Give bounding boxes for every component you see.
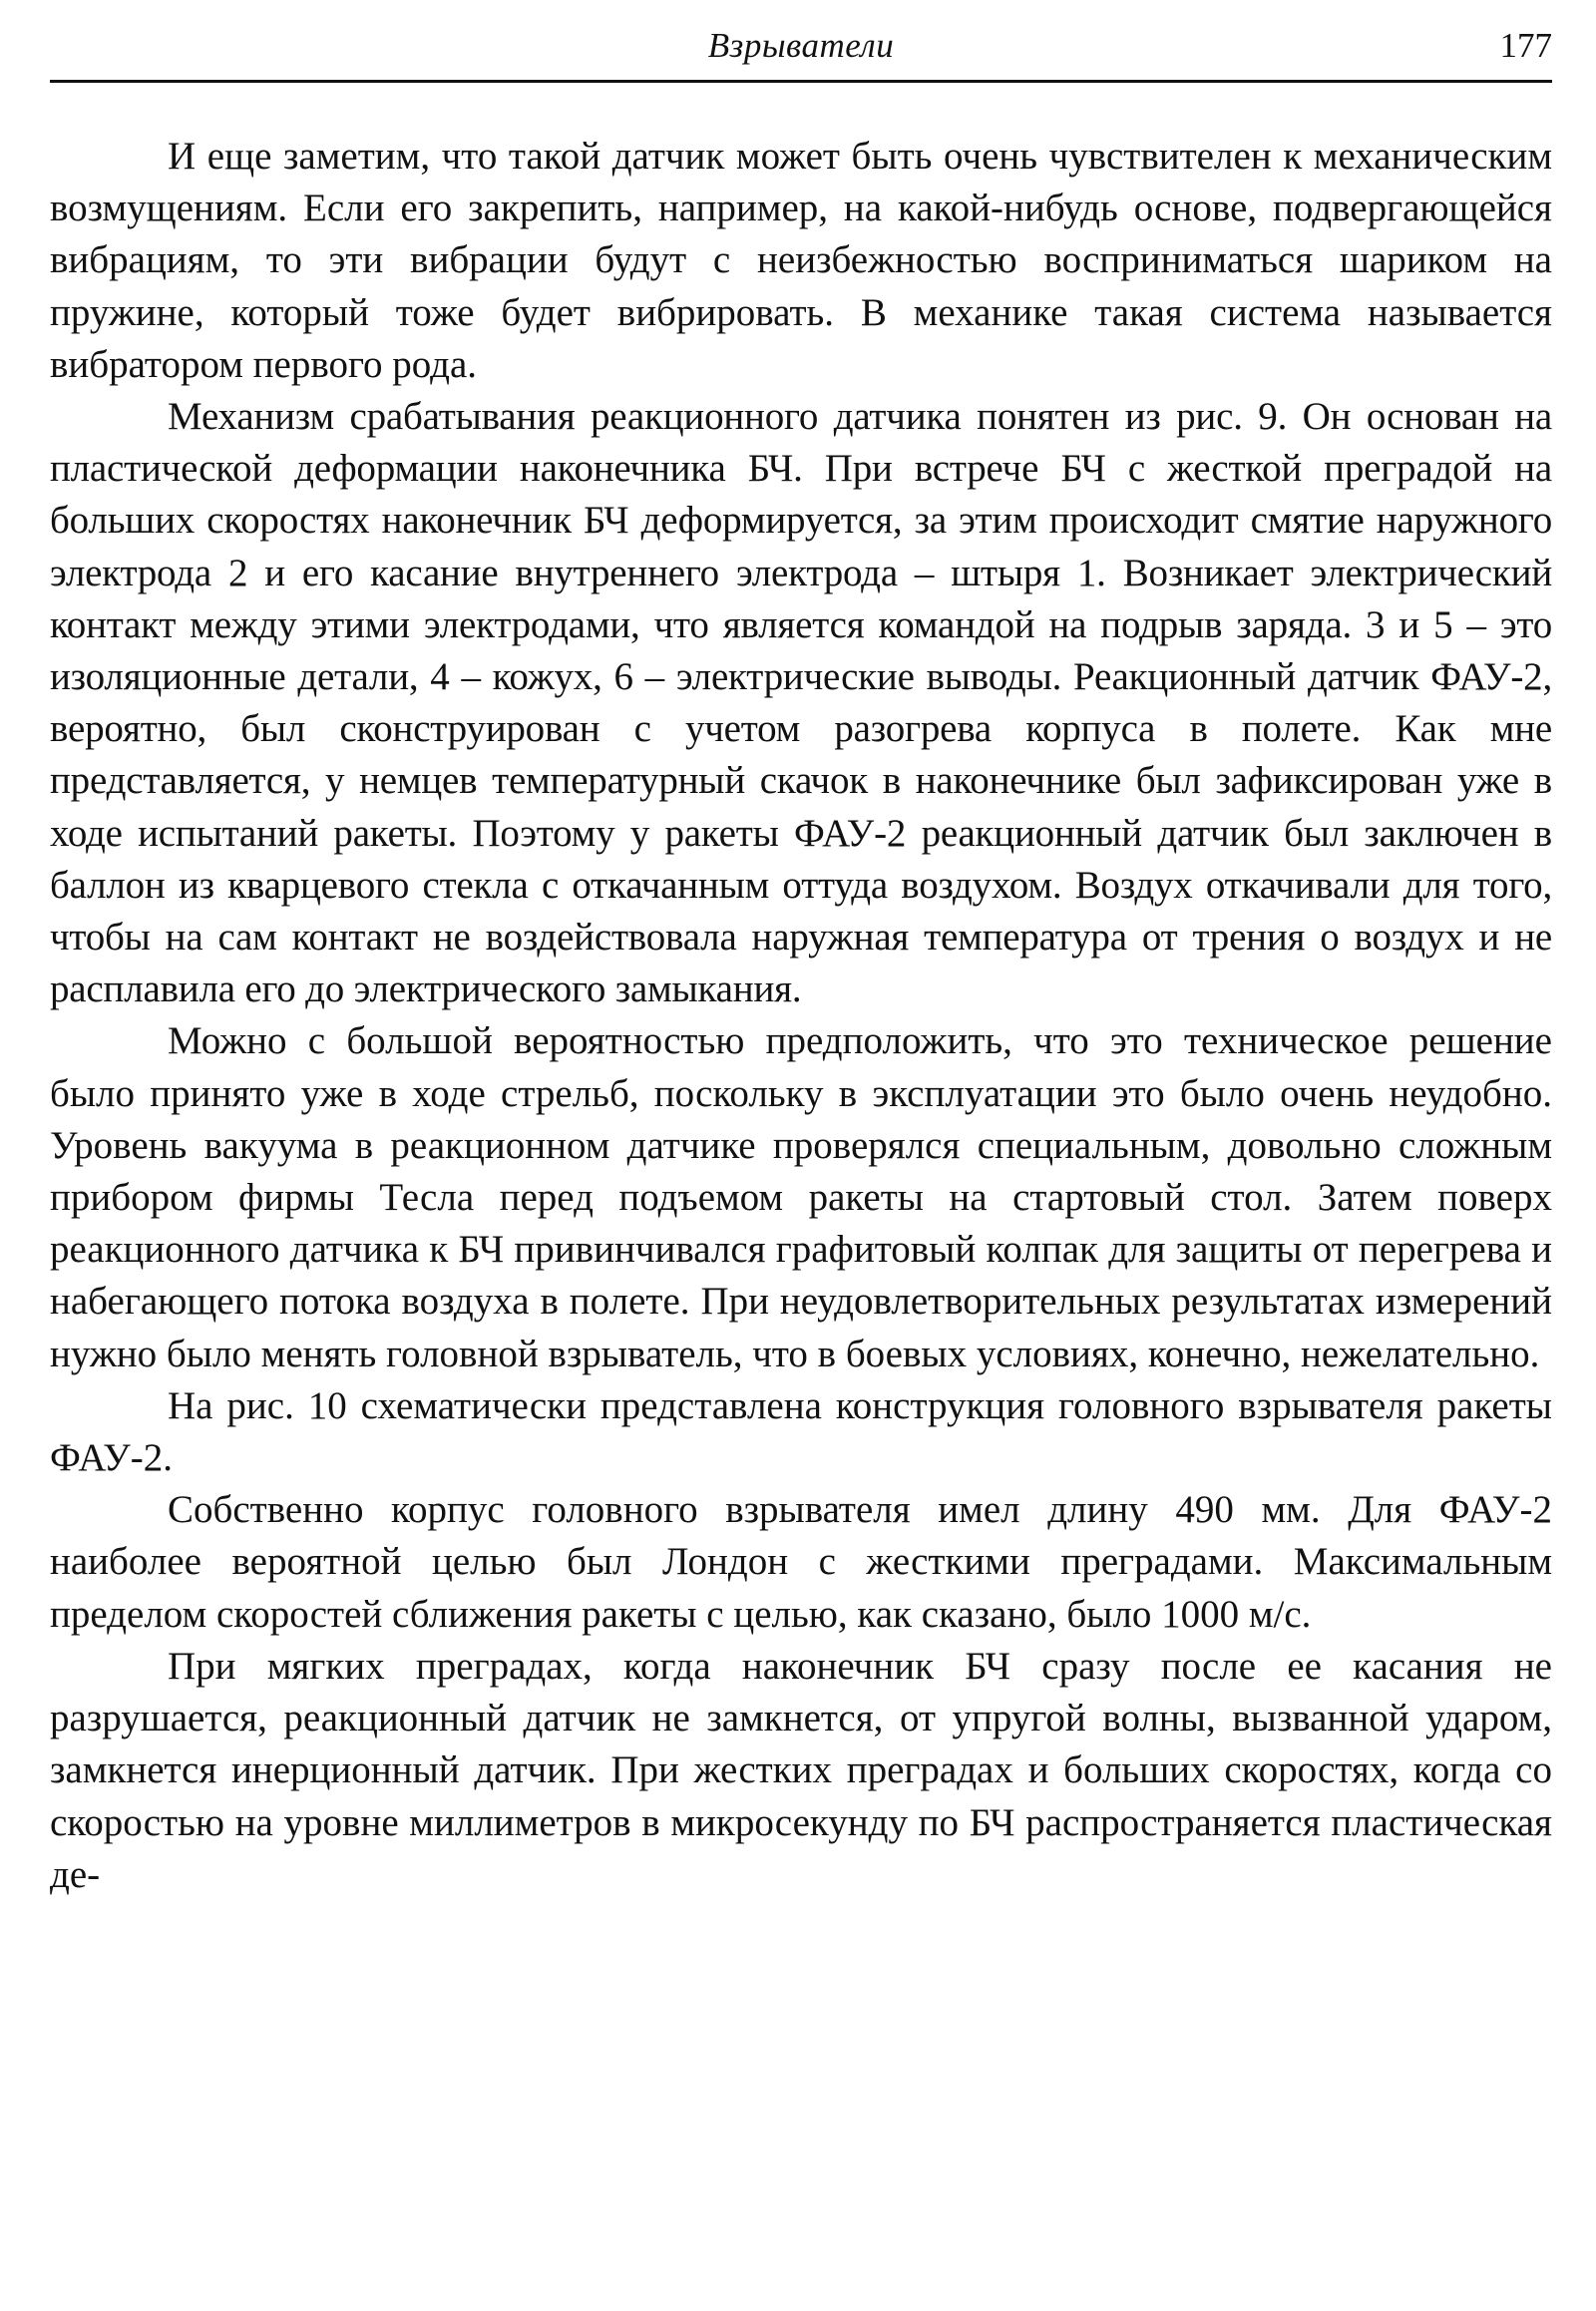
page-number: 177 — [1499, 26, 1552, 65]
running-head — [50, 20, 1552, 83]
paragraph: Собственно корпус головного взрывателя имел длину 490 мм. Для ФАУ-2 наиболее вероятной целью был Лондон с жесткими преградами. Максимальным пределом скоростей сближения ракеты с целью, как сказано, было 1000 м/с. — [50, 1488, 1552, 1636]
paragraph: Механизм срабатывания реакционного датчика понятен из рис. 9. Он основан на пластической деформации наконечника БЧ. При встрече БЧ с жесткой преградой на больших скоростях наконечник БЧ деформируется, за этим происходит смятие наружного электрода 2 и его касание внутреннего электрода – штыря 1. Возникает электрический контакт между этими электродами, что является командой на подрыв заряда. 3 и 5 – это изоляционные детали, 4 – кожух, 6 – электрические выводы. Реакционный датчик ФАУ-2, вероятно, был сконструирован с учетом разогрева корпуса в полете. Как мне представляется, у немцев температурный скачок в наконечнике был зафиксирован уже в ходе испытаний ракеты. Поэтому у ракеты ФАУ-2 реакционный датчик был заключен в баллон из кварцевого стекла с откачанным оттуда воздухом. Воздух откачивали для того, чтобы на сам контакт не воздействовала наружная температура от трения о воздух и не расплавила его до электрического замыкания. — [50, 395, 1552, 1011]
book-page — [50, 20, 1552, 2294]
paragraph: Можно с большой вероятностью предположить, что это техническое решение было принято уже в ходе стрельб, поскольку в эксплуатации это было очень неудобно. Уровень вакуума в реакционном датчике проверялся специальным, довольно сложным прибором фирмы Тесла перед подъемом ракеты на стартовый стол. Затем поверх реакционного датчика к БЧ привинчивался графитовый колпак для защиты от перегрева и набегающего потока воздуха в полете. При неудовлетворительных результатах измерений нужно было менять головной взрыватель, что в боевых условиях, конечно, нежелательно. — [50, 1019, 1552, 1375]
body-text — [50, 131, 1552, 1901]
paragraph: На рис. 10 схематически представлена конструкция головного взрывателя ракеты ФАУ-2. — [50, 1383, 1552, 1480]
paragraph: И еще заметим, что такой датчик может быть очень чувствителен к механическим возмущениям. Если его закрепить, например, на какой-нибудь основе, подвергающейся вибрациям, то эти вибрации будут с неизбежностью восприниматься шариком на пружине, который тоже будет вибрировать. В механике такая система называется вибратором первого рода. — [50, 135, 1552, 386]
running-title: Взрыватели — [707, 26, 895, 65]
paragraph: При мягких преградах, когда наконечник БЧ сразу после ее касания не разрушается, реакционный датчик не замкнется, от упругой волны, вызванной ударом, замкнется инерционный датчик. При жестких преградах и больших скоростях, когда со скоростью на уровне миллиметров в микросекунду по БЧ распространяется пластическая де- — [50, 1644, 1552, 1896]
